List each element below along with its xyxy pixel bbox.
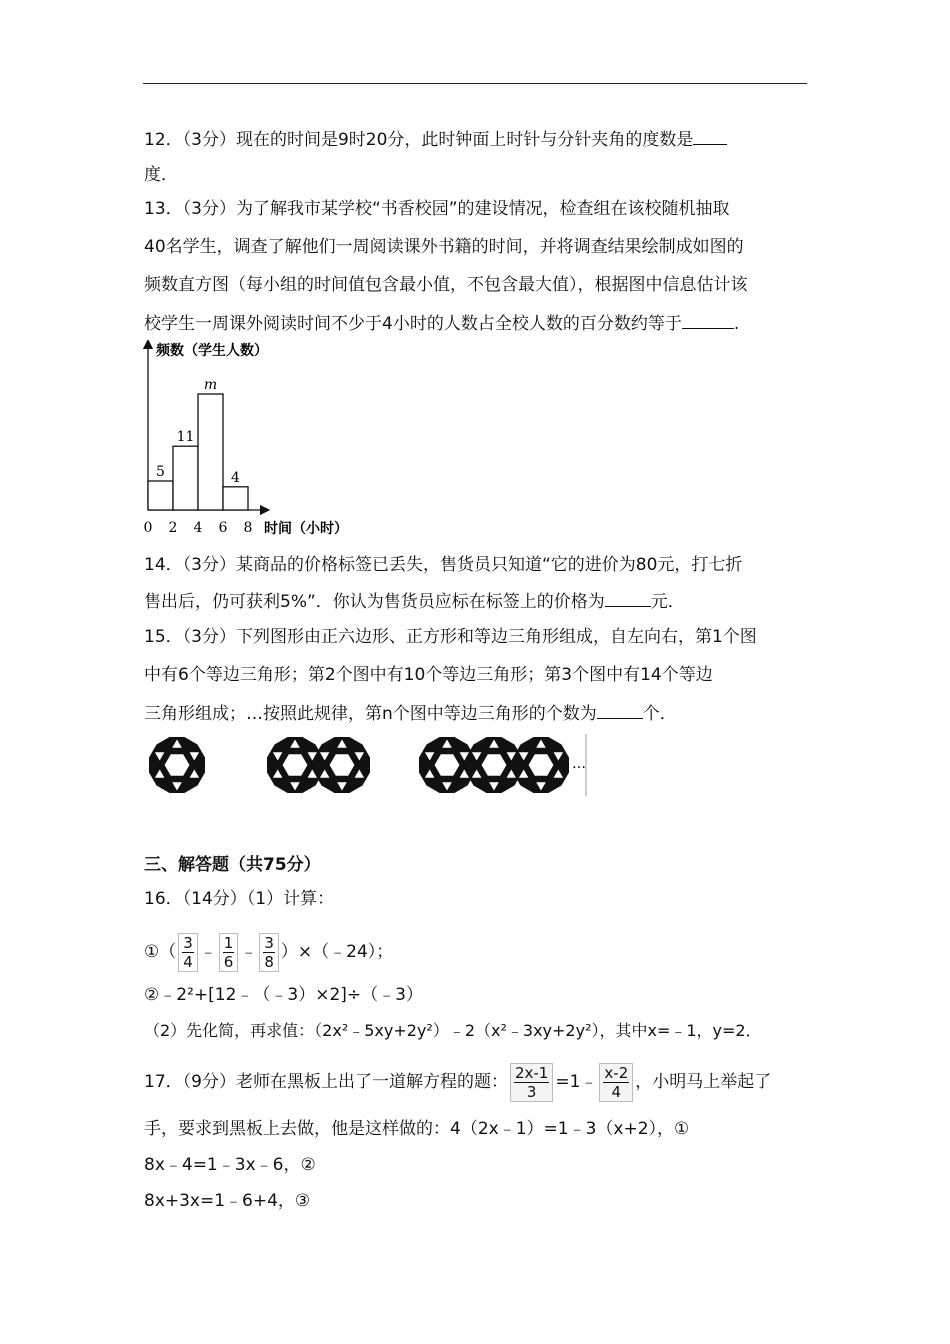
q14-line2: 售出后，仍可获利5%”．你认为售货员应标在标签上的价格为 元． <box>144 592 685 612</box>
x-tick-label: 8 <box>243 520 253 536</box>
histogram-bar <box>223 487 248 510</box>
fraction: $\frac{1}{6}$ <box>219 933 239 972</box>
x-tick-label: 4 <box>193 520 203 536</box>
x-tick-label: 6 <box>218 520 228 536</box>
header-rule <box>143 83 807 84</box>
q17-line4: 8x+3x=1﹣6+4，③ <box>144 1191 311 1211</box>
fraction: $\frac{3}{8}$ <box>259 933 279 972</box>
bar-value-label: m <box>203 377 218 393</box>
q17-line1: 17．（9分）老师在黑板上出了一道解方程的题： $\frac{2x-1}{3}$ =1﹣ $\frac{x-2}{4}$ ，小明马上举起了 <box>144 1063 772 1101</box>
histogram-bar <box>173 446 198 510</box>
fraction: $\frac{x-2}{4}$ <box>599 1063 633 1102</box>
q13-line2: 40名学生，调查了解他们一周阅读课外书籍的时间，并将调查结果绘制成如图的 <box>144 237 744 257</box>
q14-line1: 14．（3分）某商品的价格标签已丢失，售货员只知道“它的进价为80元，打七折 <box>144 555 743 575</box>
answer-blank[interactable] <box>605 590 651 607</box>
pattern-figure-1 <box>149 737 205 793</box>
q15-line1: 15．（3分）下列图形由正六边形、正方形和等边三角形组成，自左向右，第1个图 <box>144 627 757 647</box>
x-tick-label: 2 <box>168 520 178 536</box>
pattern-figure-3 <box>419 737 569 793</box>
section-title: 三、解答题（共75分） <box>144 855 321 875</box>
q17-line3: 8x﹣4=1﹣3x﹣6，② <box>144 1155 316 1175</box>
bar-value-label: 11 <box>176 429 195 446</box>
q13-line1: 13．（3分）为了解我市某学校“书香校园”的建设情况，检查组在该校随机抽取 <box>144 199 730 219</box>
pattern-ellipsis: … <box>572 756 586 772</box>
q16-part1: ①（ $\frac{3}{4}$ ﹣ $\frac{1}{6}$ ﹣ $\frac{3}{8}$ ）×（﹣24）； <box>144 933 394 971</box>
y-axis-label: 频数（学生人数） <box>156 343 268 359</box>
q13-line4: 校学生一周课外阅读时间不少于4小时的人数占全校人数的百分数约等于 . <box>144 314 740 334</box>
q17-line2: 手，要求到黑板上去做，他是这样做的：4（2x﹣1）=1﹣3（x+2），① <box>144 1119 690 1139</box>
q13-line3: 频数直方图（每小组的时间值包含最小值，不包含最大值），根据图中信息估计该 <box>144 275 748 295</box>
q12-line1: 12．（3分）现在的时间是9时20分，此时钟面上时针与分针夹角的度数是 <box>144 128 727 151</box>
q16-part3: （2）先化简，再求值：（2x²﹣5xy+2y²）﹣2（x²﹣3xy+2y²），其中x=﹣1，y=2． <box>144 1021 762 1040</box>
pattern-figures <box>140 730 610 800</box>
bar-value-label: 5 <box>156 464 165 480</box>
q12-line2: 度． <box>144 165 178 185</box>
x-axis-label: 时间（小时） <box>264 521 348 537</box>
bar-value-label: 4 <box>231 469 240 486</box>
q16-part2: ②﹣2²+[12﹣（﹣3）×2]÷（﹣3） <box>144 985 423 1005</box>
q15-line3: 三角形组成；…按照此规律，第n个图中等边三角形的个数为 个． <box>144 704 677 724</box>
x-tick-label: 0 <box>143 520 153 536</box>
q16-line1: 16．（14分）（1）计算： <box>144 889 335 909</box>
pattern-figure-2 <box>267 737 370 793</box>
answer-blank[interactable] <box>682 312 734 329</box>
fraction: $\frac{3}{4}$ <box>178 933 198 972</box>
answer-blank[interactable] <box>597 702 643 719</box>
histogram-bar <box>198 394 223 510</box>
histogram-bar <box>148 481 173 510</box>
fraction: $\frac{2x-1}{3}$ <box>510 1063 553 1102</box>
q15-line2: 中有6个等边三角形；第2个图中有10个等边三角形；第3个图中有14个等边 <box>144 665 713 685</box>
histogram-chart <box>140 340 400 540</box>
answer-blank[interactable] <box>693 128 727 145</box>
